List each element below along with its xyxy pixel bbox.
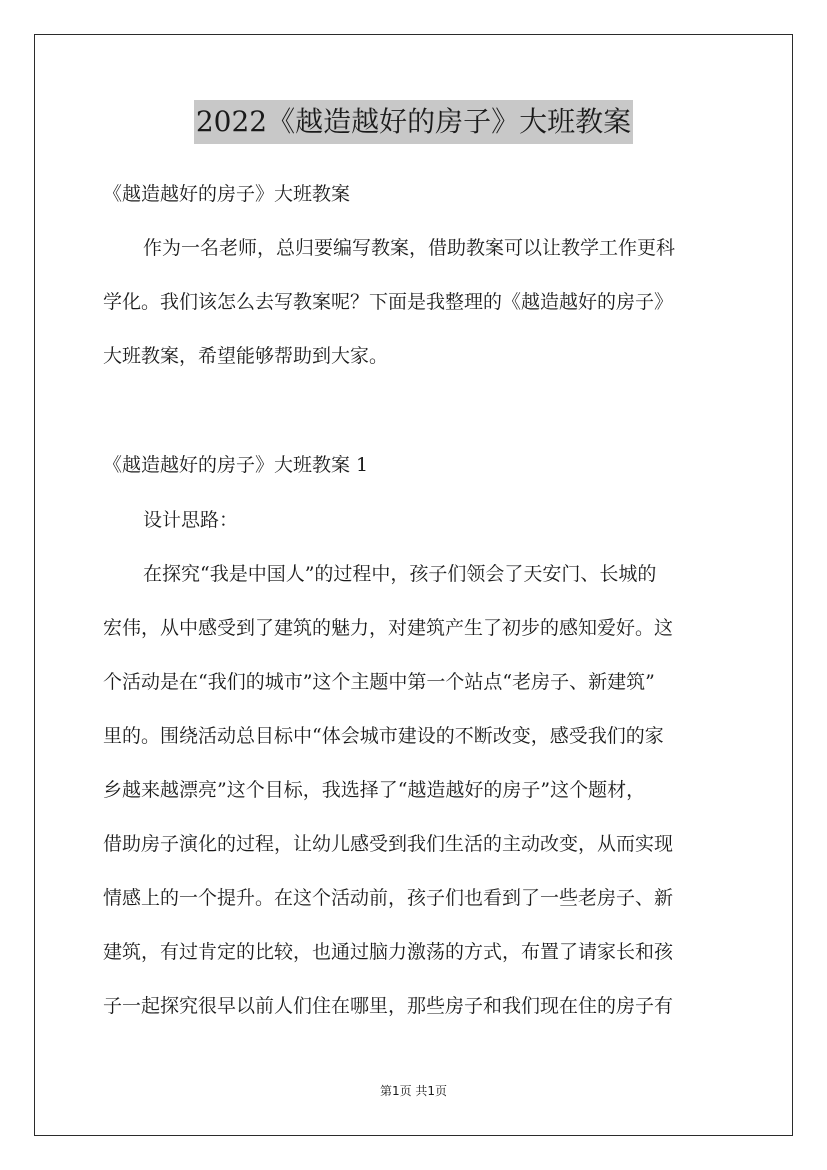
subtitle: 《越造越好的房子》大班教案 — [103, 183, 351, 205]
document-title: 2022《越造越好的房子》大班教案 — [194, 100, 633, 144]
section-label: 设计思路： — [143, 509, 239, 531]
page-footer: 第1页 共1页 — [379, 1084, 448, 1098]
body-line: 乡越来越漂亮”这个目标，我选择了“越造越好的房子”这个题材， — [103, 779, 646, 801]
body-line: 建筑，有过肯定的比较，也通过脑力激荡的方式，布置了请家长和孩 — [103, 941, 674, 963]
body-line: 个活动是在“我们的城市”这个主题中第一个站点“老房子、新建筑” — [103, 671, 655, 693]
body-line: 情感上的一个提升。在这个活动前，孩子们也看到了一些老房子、新 — [103, 887, 674, 909]
intro-line: 大班教案，希望能够帮助到大家。 — [103, 345, 389, 367]
body-line: 借助房子演化的过程，让幼儿感受到我们生活的主动改变，从而实现 — [103, 833, 674, 855]
intro-line: 学化。我们该怎么去写教案呢？下面是我整理的《越造越好的房子》 — [103, 291, 674, 313]
title-container — [0, 100, 827, 144]
body-line: 在探究“我是中国人”的过程中，孩子们领会了天安门、长城的 — [143, 563, 657, 585]
section-heading: 《越造越好的房子》大班教案 1 — [103, 454, 369, 476]
body-line: 里的。围绕活动总目标中“体会城市建设的不断改变，感受我们的家 — [103, 725, 664, 747]
body-line: 子一起探究很早以前人们住在哪里，那些房子和我们现在住的房子有 — [103, 995, 674, 1017]
intro-line: 作为一名老师，总归要编写教案，借助教案可以让教学工作更科 — [143, 237, 676, 259]
body-line: 宏伟，从中感受到了建筑的魅力，对建筑产生了初步的感知爱好。这 — [103, 617, 674, 639]
